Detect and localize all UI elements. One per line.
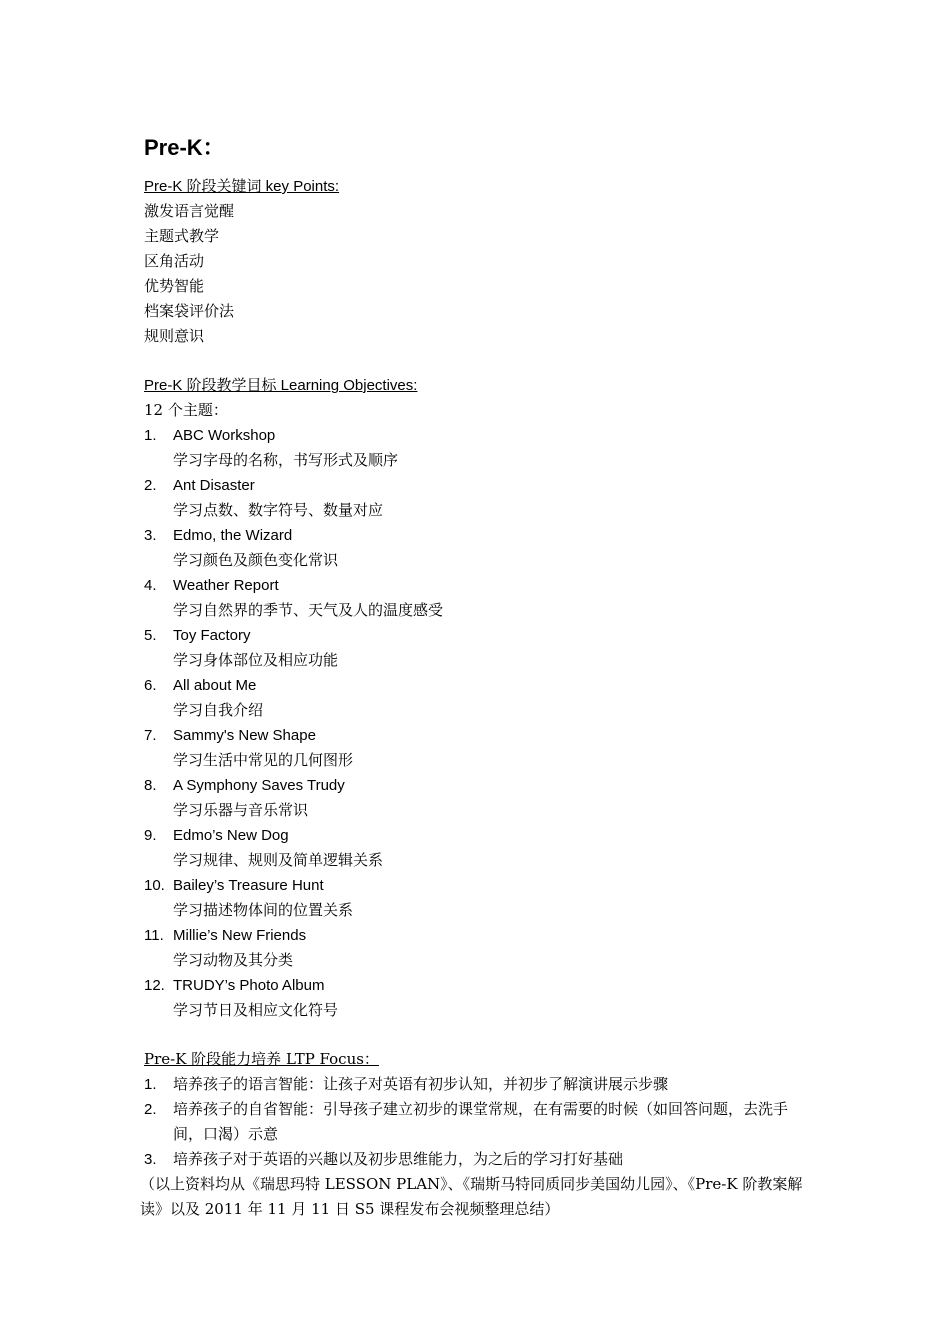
theme-number: 3. [144, 527, 157, 544]
theme-description: 学习自我介绍 [173, 701, 264, 719]
theme-name: Millie’s New Friends [173, 927, 307, 944]
focus-text: 培养孩子对于英语的兴趣以及初步思维能力，为之后的学习打好基础 [173, 1150, 624, 1168]
key-point-item: 优势智能 [144, 277, 205, 295]
theme-name: TRUDY’s Photo Album [173, 977, 325, 994]
theme-number: 6. [144, 677, 157, 694]
key-points-heading: Pre-K 阶段关键词 key Points: [144, 178, 340, 195]
focus-item [144, 1147, 814, 1172]
focus-number: 3. [144, 1151, 157, 1168]
focus-item [144, 1097, 814, 1147]
theme-number: 5. [144, 627, 157, 644]
theme-name: All about Me [173, 677, 257, 694]
theme-description: 学习乐器与音乐常识 [173, 801, 309, 819]
theme-item [144, 873, 814, 923]
theme-description: 学习规律、规则及简单逻辑关系 [173, 851, 384, 869]
theme-item [144, 573, 814, 623]
theme-description: 学习动物及其分类 [173, 951, 294, 969]
theme-description: 学习节日及相应文化符号 [173, 1001, 339, 1019]
source-note: （以上资料均从《瑞思玛特 LESSON PLAN》、《瑞斯马特同质同步美国幼儿园》、《Pre-K 阶教案解读》以及 2011 年 11 月 11 日 S5 课程发布会视频整理总结） [140, 1175, 803, 1218]
theme-item [144, 973, 814, 1023]
theme-number: 10. [144, 877, 165, 894]
theme-description: 学习自然界的季节、天气及人的温度感受 [173, 601, 444, 619]
spacer [144, 349, 814, 373]
theme-description: 学习点数、数字符号、数量对应 [173, 501, 384, 519]
focus-item [144, 1072, 814, 1097]
theme-name: Edmo’s New Dog [173, 827, 289, 844]
theme-number: 2. [144, 477, 157, 494]
key-point-item: 规则意识 [144, 327, 205, 345]
theme-description: 学习描述物体间的位置关系 [173, 901, 354, 919]
theme-description: 学习生活中常见的几何图形 [173, 751, 354, 769]
theme-name: Bailey’s Treasure Hunt [173, 877, 324, 894]
theme-number: 8. [144, 777, 157, 794]
theme-item [144, 523, 814, 573]
theme-name: ABC Workshop [173, 427, 276, 444]
theme-name: A Symphony Saves Trudy [173, 777, 345, 794]
key-point-item: 主题式教学 [144, 227, 220, 245]
key-point-item: 激发语言觉醒 [144, 202, 235, 220]
theme-item [144, 823, 814, 873]
theme-description: 学习字母的名称，书写形式及顺序 [173, 451, 399, 469]
theme-description: 学习身体部位及相应功能 [173, 651, 339, 669]
theme-name: Weather Report [173, 577, 279, 594]
theme-description: 学习颜色及颜色变化常识 [173, 551, 339, 569]
focus-text: 培养孩子的自省智能：引导孩子建立初步的课堂常规，在有需要的时候（如回答问题，去洗手间，口渴）示意 [173, 1100, 789, 1143]
theme-name: Ant Disaster [173, 477, 255, 494]
theme-number: 7. [144, 727, 157, 744]
focus-number: 1. [144, 1076, 157, 1093]
key-point-item: 档案袋评价法 [144, 302, 235, 320]
theme-item [144, 773, 814, 823]
theme-number: 1. [144, 427, 157, 444]
theme-name: Sammy's New Shape [173, 727, 316, 744]
objectives-intro: 12 个主题： [144, 401, 228, 419]
objectives-heading: Pre-K 阶段教学目标 Learning Objectives: [144, 377, 418, 394]
theme-item [144, 923, 814, 973]
theme-number: 11. [144, 927, 164, 944]
theme-item [144, 473, 814, 523]
theme-name: Edmo, the Wizard [173, 527, 293, 544]
theme-number: 9. [144, 827, 157, 844]
page-title: Pre-K： [144, 135, 225, 160]
document-page [140, 132, 814, 1222]
theme-item [144, 673, 814, 723]
spacer [144, 1023, 814, 1047]
focus-heading: Pre-K 阶段能力培养 LTP Focus： [144, 1050, 379, 1068]
focus-number: 2. [144, 1101, 157, 1118]
theme-list [144, 423, 814, 1023]
theme-number: 12. [144, 977, 165, 994]
theme-item [144, 723, 814, 773]
focus-text: 培养孩子的语言智能：让孩子对英语有初步认知，并初步了解演讲展示步骤 [173, 1075, 669, 1093]
theme-item [144, 423, 814, 473]
theme-number: 4. [144, 577, 157, 594]
key-point-item: 区角活动 [144, 252, 205, 270]
theme-name: Toy Factory [173, 627, 251, 644]
focus-list [144, 1072, 814, 1172]
theme-item [144, 623, 814, 673]
